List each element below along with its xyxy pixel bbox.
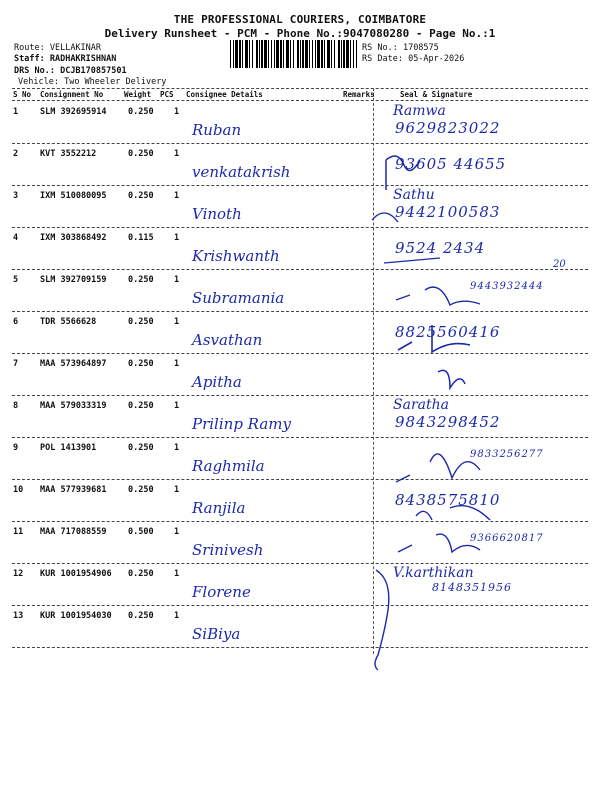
row-phone: 9833256277	[470, 449, 544, 460]
col-consignment: Consignment No	[40, 90, 104, 99]
row-sno: 11	[13, 527, 24, 537]
row-consignment-no: IXM 303868492	[40, 233, 107, 243]
row-consignee-name: Apitha	[192, 373, 242, 391]
row-sno: 4	[13, 233, 19, 243]
row-weight: 0.115	[128, 233, 154, 243]
row-consignee-name: Krishwanth	[192, 247, 280, 265]
row4-note: 20	[553, 259, 566, 270]
col-pcs: PCS	[160, 90, 174, 99]
row-consignment-no: POL 1413901	[40, 443, 97, 453]
rs-no-value: 1708575	[402, 43, 439, 53]
row-pcs: 1	[174, 149, 180, 159]
route-value: VELLAKINAR	[49, 43, 102, 53]
col-seal: Seal & Signature	[400, 90, 473, 99]
row-sno: 7	[13, 359, 19, 369]
row-consignment-no: KUR 1001954030	[40, 611, 112, 621]
row-consignment-no: MAA 717088559	[40, 527, 107, 537]
row-phone: 8148351956	[432, 581, 512, 594]
row-phone: 9524 2434	[395, 239, 486, 257]
col-sno: S No	[13, 90, 32, 99]
vehicle-line: Vehicle: Two Wheeler Delivery	[18, 77, 167, 87]
company-title: THE PROFESSIONAL COURIERS, COIMBATORE	[173, 13, 427, 26]
route-line: Route: VELLAKINAR	[14, 43, 102, 53]
row-sno: 1	[13, 107, 19, 117]
row-consignment-no: IXM 510080095	[40, 191, 107, 201]
row-consignee-name: Ruban	[192, 121, 242, 139]
row-pcs: 1	[174, 611, 180, 621]
row-consignee-name: venkatakrish	[192, 163, 291, 181]
row-weight: 0.250	[128, 611, 154, 621]
row-sno: 9	[13, 443, 19, 453]
rs-date-value: 05-Apr-2026	[408, 54, 465, 64]
row-pcs: 1	[174, 359, 180, 369]
row-weight: 0.250	[128, 443, 154, 453]
row-signature: Saratha	[393, 397, 449, 413]
runsheet-subtitle: Delivery Runsheet - PCM - Phone No.:9047080280 - Page No.:1	[104, 27, 496, 40]
row-consignee-name: Prilinp Ramy	[192, 415, 291, 433]
row-weight: 0.250	[128, 569, 154, 579]
row-consignee-name: Ranjila	[192, 499, 246, 517]
row-consignee-name: Srinivesh	[192, 541, 264, 559]
row-signature: Ramwa	[393, 103, 446, 119]
row-weight: 0.500	[128, 527, 154, 537]
row-weight: 0.250	[128, 191, 154, 201]
row-weight: 0.250	[128, 149, 154, 159]
row-sno: 2	[13, 149, 19, 159]
rs-date-line: RS Date: 05-Apr-2026	[362, 54, 465, 64]
row-consignment-no: SLM 392709159	[40, 275, 107, 285]
staff-line: Staff: RADHAKRISHNAN	[14, 54, 117, 64]
row-consignee-name: SiBiya	[192, 625, 241, 643]
row-signature: V.karthikan	[393, 565, 474, 581]
row-pcs: 1	[174, 443, 180, 453]
row-consignment-no: SLM 392695914	[40, 107, 107, 117]
row-sno: 12	[13, 569, 24, 579]
row-weight: 0.250	[128, 317, 154, 327]
rs-no-line: RS No.: 1708575	[362, 43, 439, 53]
row-consignment-no: MAA 573964897	[40, 359, 107, 369]
row-consignee-name: Raghmila	[192, 457, 265, 475]
row-pcs: 1	[174, 527, 180, 537]
row-consignment-no: TDR 5566628	[40, 317, 97, 327]
row-consignment-no: MAA 577939681	[40, 485, 107, 495]
row-phone: 8825560416	[395, 323, 501, 341]
row-phone: 9443932444	[470, 281, 544, 292]
drs-value: DCJB170857501	[60, 66, 127, 76]
row-pcs: 1	[174, 191, 180, 201]
row-phone: 9442100583	[395, 203, 501, 221]
row-sno: 5	[13, 275, 19, 285]
row-sno: 6	[13, 317, 19, 327]
staff-value: RADHAKRISHNAN	[49, 54, 117, 64]
row-consignment-no: KUR 1001954906	[40, 569, 112, 579]
row-weight: 0.250	[128, 359, 154, 369]
row-consignment-no: MAA 579033319	[40, 401, 107, 411]
row-consignee-name: Asvathan	[192, 331, 263, 349]
row-consignee-name: Florene	[192, 583, 251, 601]
row-pcs: 1	[174, 401, 180, 411]
row-weight: 0.250	[128, 275, 154, 285]
row-pcs: 1	[174, 233, 180, 243]
row-phone: 9843298452	[395, 413, 501, 431]
row-pcs: 1	[174, 317, 180, 327]
row-weight: 0.250	[128, 107, 154, 117]
row-phone: 9629823022	[395, 119, 501, 137]
col-weight: Weight	[124, 90, 152, 99]
col-consignee: Consignee Details	[186, 90, 263, 99]
row-signature: Sathu	[393, 187, 435, 203]
row-pcs: 1	[174, 275, 180, 285]
row-consignee-name: Subramania	[192, 289, 285, 307]
row-phone: 93605 44655	[395, 155, 507, 173]
row-phone: 9366620817	[470, 533, 544, 544]
row-phone: 8438575810	[395, 491, 501, 509]
row-sno: 8	[13, 401, 19, 411]
row-weight: 0.250	[128, 401, 154, 411]
row-consignment-no: KVT 3552212	[40, 149, 97, 159]
row-weight: 0.250	[128, 485, 154, 495]
row-sno: 10	[13, 485, 24, 495]
row-consignee-name: Vinoth	[192, 205, 242, 223]
row-pcs: 1	[174, 485, 180, 495]
drs-line: DRS No.: DCJB170857501	[14, 66, 127, 76]
row-pcs: 1	[174, 569, 180, 579]
row-pcs: 1	[174, 107, 180, 117]
row-sno: 13	[13, 611, 24, 621]
col-remarks: Remarks	[343, 90, 375, 99]
row-sno: 3	[13, 191, 19, 201]
vehicle-value: Two Wheeler Delivery	[64, 77, 167, 87]
